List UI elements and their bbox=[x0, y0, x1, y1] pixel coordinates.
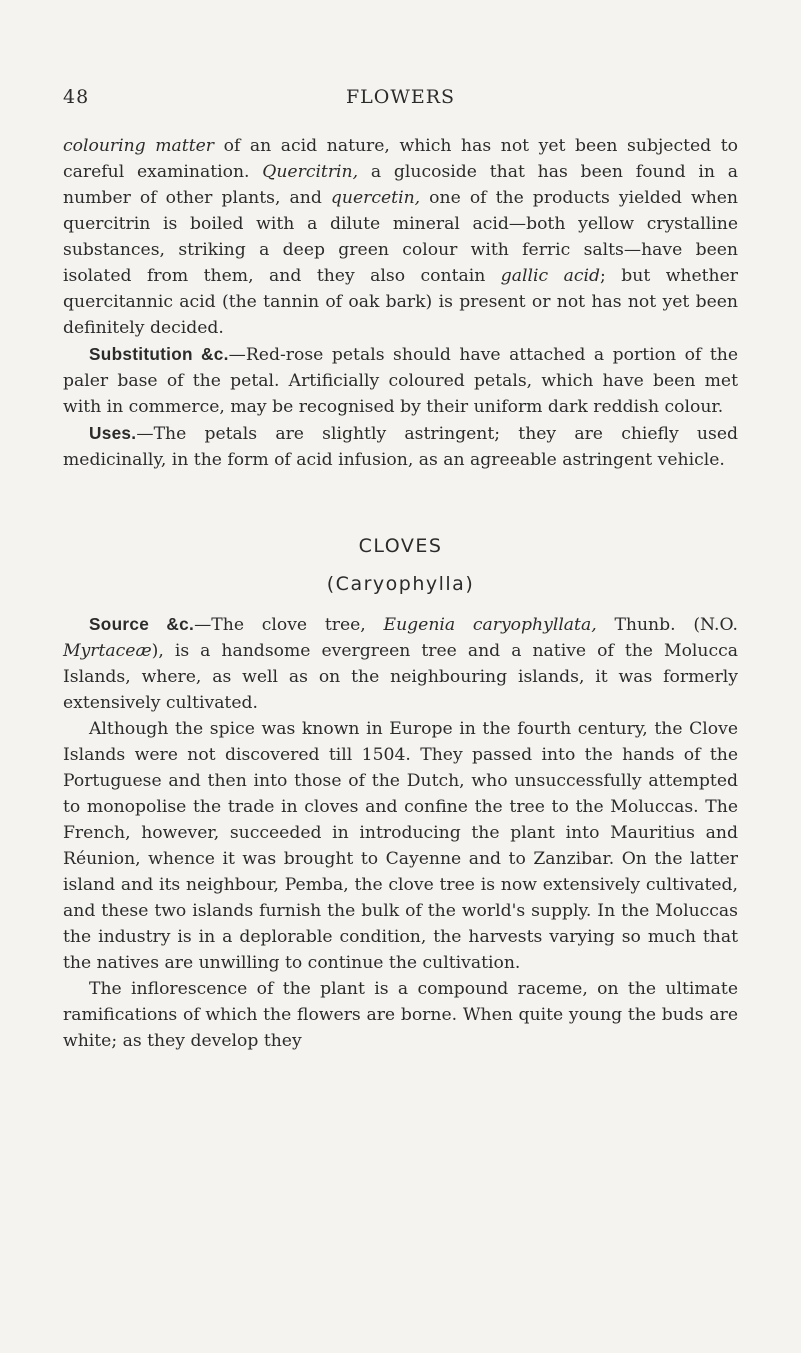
term-myrtaceae: Myrtaceæ bbox=[63, 641, 152, 661]
section-subtitle-caryophylla: (Caryophylla) bbox=[326, 573, 475, 595]
text-span: ), is a handsome evergreen tree and a native of the Molucca Islands, where, as well as on the neighbouring islands, it was formerly extensively cultivated. bbox=[63, 641, 738, 713]
paragraph-inflorescence: The inflorescence of the plant is a compound raceme, on the ultimate ramifications of which the flowers are borne. When quite young the buds are white; as they develop they bbox=[63, 979, 738, 1051]
heading-substitution: Substitution &c. bbox=[89, 344, 229, 364]
text-span: Thunb. (N.O. bbox=[596, 615, 738, 635]
term-colouring-matter: colouring matter bbox=[63, 136, 215, 156]
heading-source: Source &c. bbox=[89, 614, 195, 634]
heading-uses: Uses. bbox=[89, 423, 137, 443]
section-title-cloves: CLOVES bbox=[358, 535, 443, 557]
text-span: of an acid nature, which has not yet been subjected to careful examination. bbox=[63, 136, 738, 182]
text-span: ; but whether quercitannic acid (the tannin of oak bark) is present or not has not yet been definitely decided. bbox=[63, 266, 739, 338]
running-title: FLOWERS bbox=[345, 86, 456, 108]
paragraph-source bbox=[63, 611, 738, 716]
term-gallic-acid: gallic acid bbox=[500, 266, 600, 286]
paragraph-uses bbox=[63, 420, 738, 473]
term-quercetin: quercetin, bbox=[330, 188, 421, 208]
text-span: one of the products yielded when quercitrin is boiled with a dilute mineral acid—both yellow crystalline substances, striking a deep green colour with ferric salts—have been isolated from them, and they also contain bbox=[63, 188, 739, 286]
paragraph-history: Although the spice was known in Europe in the fourth century, the Clove Islands were not discovered till 1504. They passed into the hands of the Portuguese and then into those of the Dutch, who unsuccessfully attempted to monopolise the trade in cloves and confine the tree to the Moluccas. The French, however, succeeded in introducing the plant into Mauritius and Réunion, whence it was brought to Cayenne and to Zanzibar. On the latter island and its neighbour, Pemba, the clove tree is now extensively cultivated, and these two islands furnish the bulk of the world's supply. In the Moluccas the industry is in a deplorable condition, the harvests varying so much that the natives are unwilling to continue the cultivation. bbox=[63, 719, 738, 973]
term-quercitrin: Quercitrin, bbox=[262, 162, 359, 182]
term-eugenia: Eugenia caryophyllata, bbox=[383, 615, 597, 635]
running-header bbox=[63, 86, 738, 112]
paragraph-substitution bbox=[63, 341, 738, 420]
text-span: a glucoside that has been found in a number of other plants, and bbox=[63, 162, 738, 208]
text-span: —The clove tree, bbox=[194, 615, 384, 635]
text-span: —Red-rose petals should have attached a portion of the paler base of the petal. Artificially coloured petals, which have been met with in commerce, may be recognised by their uniform dark reddish colour. bbox=[63, 345, 738, 417]
text-span: —The petals are slightly astringent; they are chiefly used medicinally, in the form of acid infusion, as an agreeable astringent vehicle. bbox=[63, 424, 738, 470]
paragraph-colouring-matter bbox=[63, 133, 738, 341]
page-body bbox=[63, 133, 738, 1054]
page-number: 48 bbox=[63, 86, 90, 108]
